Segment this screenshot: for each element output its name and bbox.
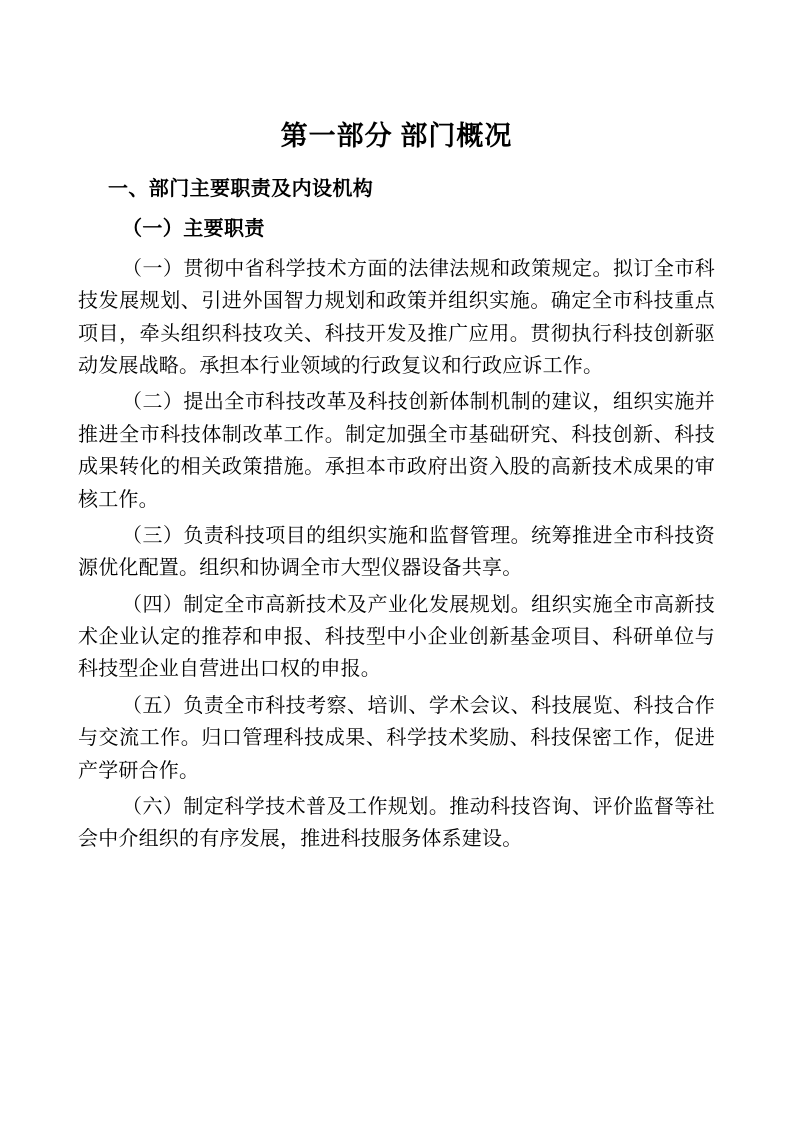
paragraph: （三）负责科技项目的组织实施和监督管理。统筹推进全市科技资源优化配置。组织和协调全市大型仪器设备共享。 (78, 524, 715, 580)
subsection-heading: （一）主要职责 (122, 217, 265, 240)
paragraph: （五）负责全市科技考察、培训、学术会议、科技展览、科技合作与交流工作。归口管理科技成果、科学技术奖励、科技保密工作，促进产学研合作。 (78, 694, 715, 782)
paragraph: （四）制定全市高新技术及产业化发展规划。组织实施全市高新技术企业认定的推荐和申报、科技型中小企业创新基金项目、科研单位与科技型企业自营进出口权的申报。 (78, 593, 715, 681)
paragraph: （一）贯彻中省科学技术方面的法律法规和政策规定。拟订全市科技发展规划、引进外国智力规划和政策并组织实施。确定全市科技重点项目，牵头组织科技攻关、科技开发及推广应用。贯彻执行科技创新驱动发展战略。承担本行业领域的行政复议和行政应诉工作。 (78, 257, 715, 377)
section-heading: 一、部门主要职责及内设机构 (108, 177, 374, 200)
paragraph: （二）提出全市科技改革及科技创新体制机制的建议，组织实施并推进全市科技体制改革工作。制定加强全市基础研究、科技创新、科技成果转化的相关政策措施。承担本市政府出资入股的高新技术成果的审核工作。 (78, 391, 715, 511)
page-title: 第一部分 部门概况 (280, 121, 513, 151)
paragraph: （六）制定科学技术普及工作规划。推动科技咨询、评价监督等社会中介组织的有序发展，推进科技服务体系建设。 (78, 796, 715, 851)
